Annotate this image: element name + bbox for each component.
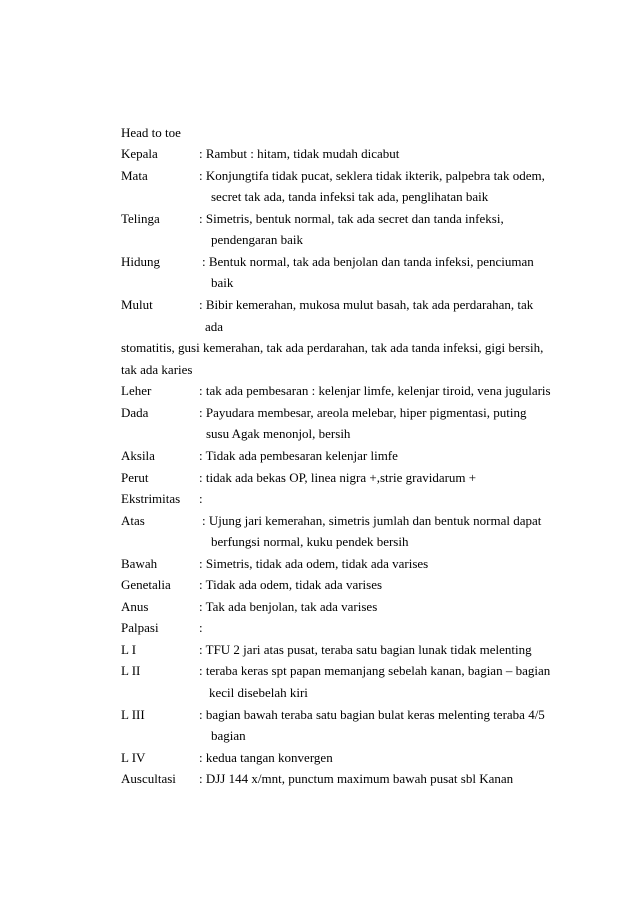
row-cont-l2: kecil disebelah kiri (209, 685, 308, 700)
row-text-l2: : teraba keras spt papan memanjang sebelah kanan, bagian – bagian (199, 663, 551, 678)
row-text-l3: : bagian bawah teraba satu bagian bulat keras melenting teraba 4/5 (199, 707, 545, 722)
row-text-leher: : tak ada pembesaran : kelenjar limfe, kelenjar tiroid, vena jugularis (199, 383, 551, 398)
row-text-mulut: : Bibir kemerahan, mukosa mulut basah, tak ada perdarahan, tak (199, 297, 534, 312)
paragraph-line: tak ada karies (121, 362, 193, 377)
row-label-atas: Atas (121, 513, 145, 528)
row-cont-hidung: baik (211, 275, 234, 290)
row-text-mata: : Konjungtifa tidak pucat, seklera tidak ikterik, palpebra tak odem, (199, 168, 545, 183)
row-label-l3: L III (121, 707, 145, 722)
row-text-l1: : TFU 2 jari atas pusat, teraba satu bagian lunak tidak melenting (199, 642, 532, 657)
row-text-auscultasi: : DJJ 144 x/mnt, punctum maximum bawah pusat sbl Kanan (199, 771, 514, 786)
row-label-auscultasi: Auscultasi (121, 771, 176, 786)
row-cont-mulut: ada (205, 319, 224, 334)
row-cont-l3: bagian (211, 728, 246, 743)
row-label-l2: L II (121, 663, 141, 678)
row-text-genetalia: : Tidak ada odem, tidak ada varises (199, 577, 383, 592)
row-text-anus: : Tak ada benjolan, tak ada varises (199, 599, 378, 614)
row-label-aksila: Aksila (121, 448, 155, 463)
row-label-leher: Leher (121, 383, 152, 398)
row-text-telinga: : Simetris, bentuk normal, tak ada secret dan tanda infeksi, (199, 211, 504, 226)
section-heading: Head to toe (121, 125, 181, 140)
row-label-mata: Mata (121, 168, 148, 183)
row-label-mulut: Mulut (121, 297, 153, 312)
row-label-telinga: Telinga (121, 211, 160, 226)
row-label-perut: Perut (121, 470, 149, 485)
row-text-bawah: : Simetris, tidak ada odem, tidak ada varises (199, 556, 429, 571)
row-text-palpasi: : (199, 620, 203, 635)
row-label-palpasi: Palpasi (121, 620, 159, 635)
row-text-perut: : tidak ada bekas OP, linea nigra +,strie gravidarum + (199, 470, 477, 485)
row-cont-mata: secret tak ada, tanda infeksi tak ada, penglihatan baik (211, 189, 489, 204)
row-text-ekstrimitas: : (199, 491, 203, 506)
row-label-l4: L IV (121, 750, 146, 765)
row-label-genetalia: Genetalia (121, 577, 171, 592)
row-text-dada: : Payudara membesar, areola melebar, hiper pigmentasi, puting (199, 405, 527, 420)
row-text-atas: : Ujung jari kemerahan, simetris jumlah dan bentuk normal dapat (202, 513, 542, 528)
row-label-hidung: Hidung (121, 254, 160, 269)
row-label-bawah: Bawah (121, 556, 158, 571)
row-text-l4: : kedua tangan konvergen (199, 750, 333, 765)
row-label-dada: Dada (121, 405, 149, 420)
row-label-ekstrimitas: Ekstrimitas (121, 491, 181, 506)
row-label-kepala: Kepala (121, 146, 158, 161)
row-text-kepala: : Rambut : hitam, tidak mudah dicabut (199, 146, 400, 161)
row-text-hidung: : Bentuk normal, tak ada benjolan dan tanda infeksi, penciuman (202, 254, 534, 269)
row-text-aksila: : Tidak ada pembesaran kelenjar limfe (199, 448, 398, 463)
row-label-anus: Anus (121, 599, 149, 614)
row-cont-atas: berfungsi normal, kuku pendek bersih (211, 534, 409, 549)
row-label-l1: L I (121, 642, 137, 657)
paragraph-line: stomatitis, gusi kemerahan, tak ada perdarahan, tak ada tanda infeksi, gigi bersih, (121, 340, 544, 355)
row-cont-dada: susu Agak menonjol, bersih (206, 426, 351, 441)
row-cont-telinga: pendengaran baik (211, 232, 304, 247)
